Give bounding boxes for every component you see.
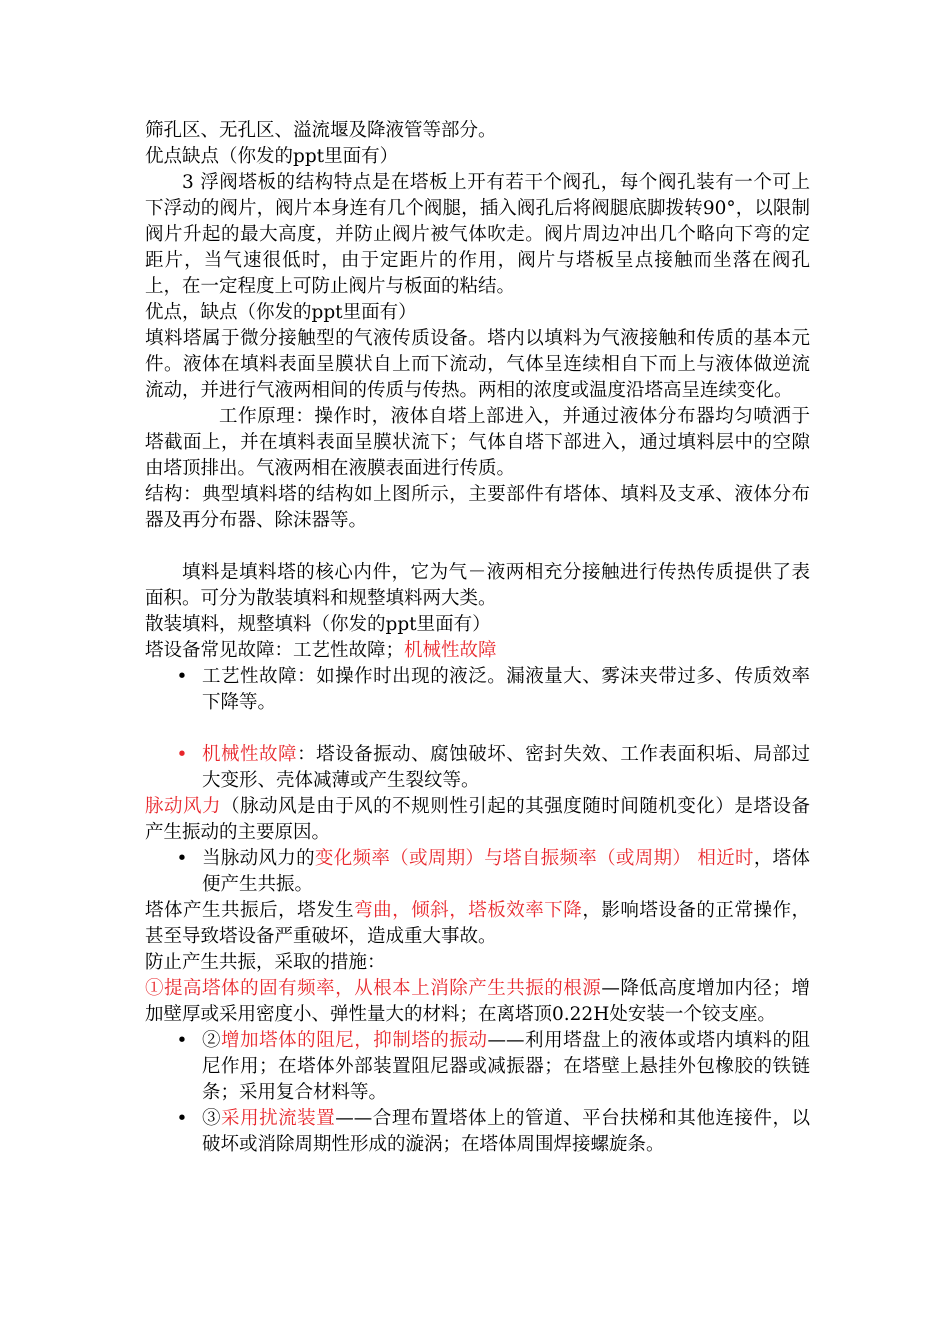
paragraph: 结构：典型填料塔的结构如上图所示，主要部件有塔体、填料及支承、液体分布器及再分布器、除沫器等。 [145, 484, 810, 531]
highlight-text: 脉动风力 [145, 796, 222, 817]
bullet-marker: • [176, 1108, 188, 1129]
text-run: （脉动风是由于风的不规则性引起的其强度随时间随机变化）是塔设备产生振动的主要原因。 [145, 796, 810, 843]
bullet-item [145, 1106, 810, 1158]
text-run: ：塔设备振动、腐蚀破坏、密封失效、工作表面积垢、局部过大变形、壳体减薄或产生裂纹等。 [202, 744, 810, 791]
blank-line [145, 534, 810, 560]
paragraph: 防止产生共振，采取的措施： [145, 952, 386, 973]
highlight-text: 增加塔体的阻尼，抑制塔的振动 [221, 1030, 488, 1051]
highlight-text: 机械性故障 [202, 744, 298, 765]
text-run: 塔设备常见故障：工艺性故障； [145, 640, 405, 661]
paragraph [145, 794, 810, 846]
text-run: ，塔体便产生共振。 [202, 848, 810, 895]
text-run: ，影响塔设备的正常操作，甚至导致塔设备严重破坏，造成重大事故。 [145, 900, 810, 947]
text-run: —降低高度增加内径；增加壁厚或采用密度小、弹性量大的材料；在离塔顶0.22H处安装一个铰支座。 [145, 978, 810, 1025]
text-run: ——利用塔盘上的液体或塔内填料的阻尼作用；在塔体外部装置阻尼器或减振器；在塔壁上悬挂外包橡胶的铁链条；采用复合材料等。 [202, 1030, 810, 1103]
paragraph: 填料是填料塔的核心内件，它为气－液两相充分接触进行传热传质提供了表面积。可分为散装填料和规整填料两大类。 [145, 562, 810, 609]
paragraph [145, 638, 810, 664]
bullet-item [145, 664, 810, 716]
bullet-marker: • [176, 1030, 188, 1051]
highlight-text: 采用扰流装置 [221, 1108, 336, 1129]
paragraph: 优点缺点（你发的ppt里面有） [145, 146, 399, 167]
highlight-text: 提高塔体的固有频率，从根本上消除产生共振的根源 [164, 978, 602, 999]
paragraph [145, 976, 810, 1028]
bullet-marker: • [176, 848, 188, 869]
paragraph: 工作原理：操作时，液体自塔上部进入，并通过液体分布器均匀喷洒于塔截面上，并在填料表面呈膜状流下；气体自塔下部进入，通过填料层中的空隙由塔顶排出。气液两相在液膜表面进行传质。 [145, 406, 810, 479]
text-run: ——合理布置塔体上的管道、平台扶梯和其他连接件，以破坏或消除周期性形成的漩涡；在塔体周围焊接螺旋条。 [202, 1108, 810, 1155]
bullet-item [145, 846, 810, 898]
blank-line [145, 716, 810, 742]
bullet-item [145, 1028, 810, 1106]
highlight-text: 机械性故障 [404, 640, 497, 661]
paragraph: 筛孔区、无孔区、溢流堰及降液管等部分。 [145, 120, 497, 141]
bullet-item [145, 742, 810, 794]
paragraph: 3 浮阀塔板的结构特点是在塔板上开有若干个阀孔，每个阀孔装有一个可上下浮动的阀片，阀片本身连有几个阀腿，插入阀孔后将阀腿底脚拨转90°，以限制阀片升起的最大高度，并防止阀片被气体吹走。阀片周边冲出几个略向下弯的定距片，当气速很低时，由于定距片的作用，阀片与塔板呈点接触而坐落在阀孔上，在一定程度上可防止阀片与板面的粘结。 [145, 172, 810, 297]
highlight-text: ① [145, 978, 165, 999]
paragraph [145, 898, 810, 950]
paragraph: 填料塔属于微分接触型的气液传质设备。塔内以填料为气液接触和传质的基本元件。液体在填料表面呈膜状自上而下流动，气体呈连续相自下而上与液体做逆流流动，并进行气液两相间的传质与传热。两相的浓度或温度沿塔高呈连续变化。 [145, 328, 810, 401]
paragraph: 优点，缺点（你发的ppt里面有） [145, 302, 417, 323]
paragraph: 散装填料，规整填料（你发的ppt里面有） [145, 614, 491, 635]
bullet-marker: • [176, 744, 188, 765]
highlight-text: 弯曲，倾斜，塔板效率下降 [354, 900, 583, 921]
highlight-text: 变化频率（或周期）与塔自振频率（或周期） 相近时 [314, 848, 754, 869]
text-run: ③ [202, 1108, 222, 1129]
text-run: ② [202, 1030, 222, 1051]
text-run: 塔体产生共振后，塔发生 [145, 900, 355, 921]
text-run: 工艺性故障：如操作时出现的液泛。漏液量大、雾沫夹带过多、传质效率下降等。 [202, 666, 810, 713]
bullet-marker: • [176, 666, 188, 687]
document-body [145, 118, 810, 1158]
text-run: 当脉动风力的 [202, 848, 315, 869]
